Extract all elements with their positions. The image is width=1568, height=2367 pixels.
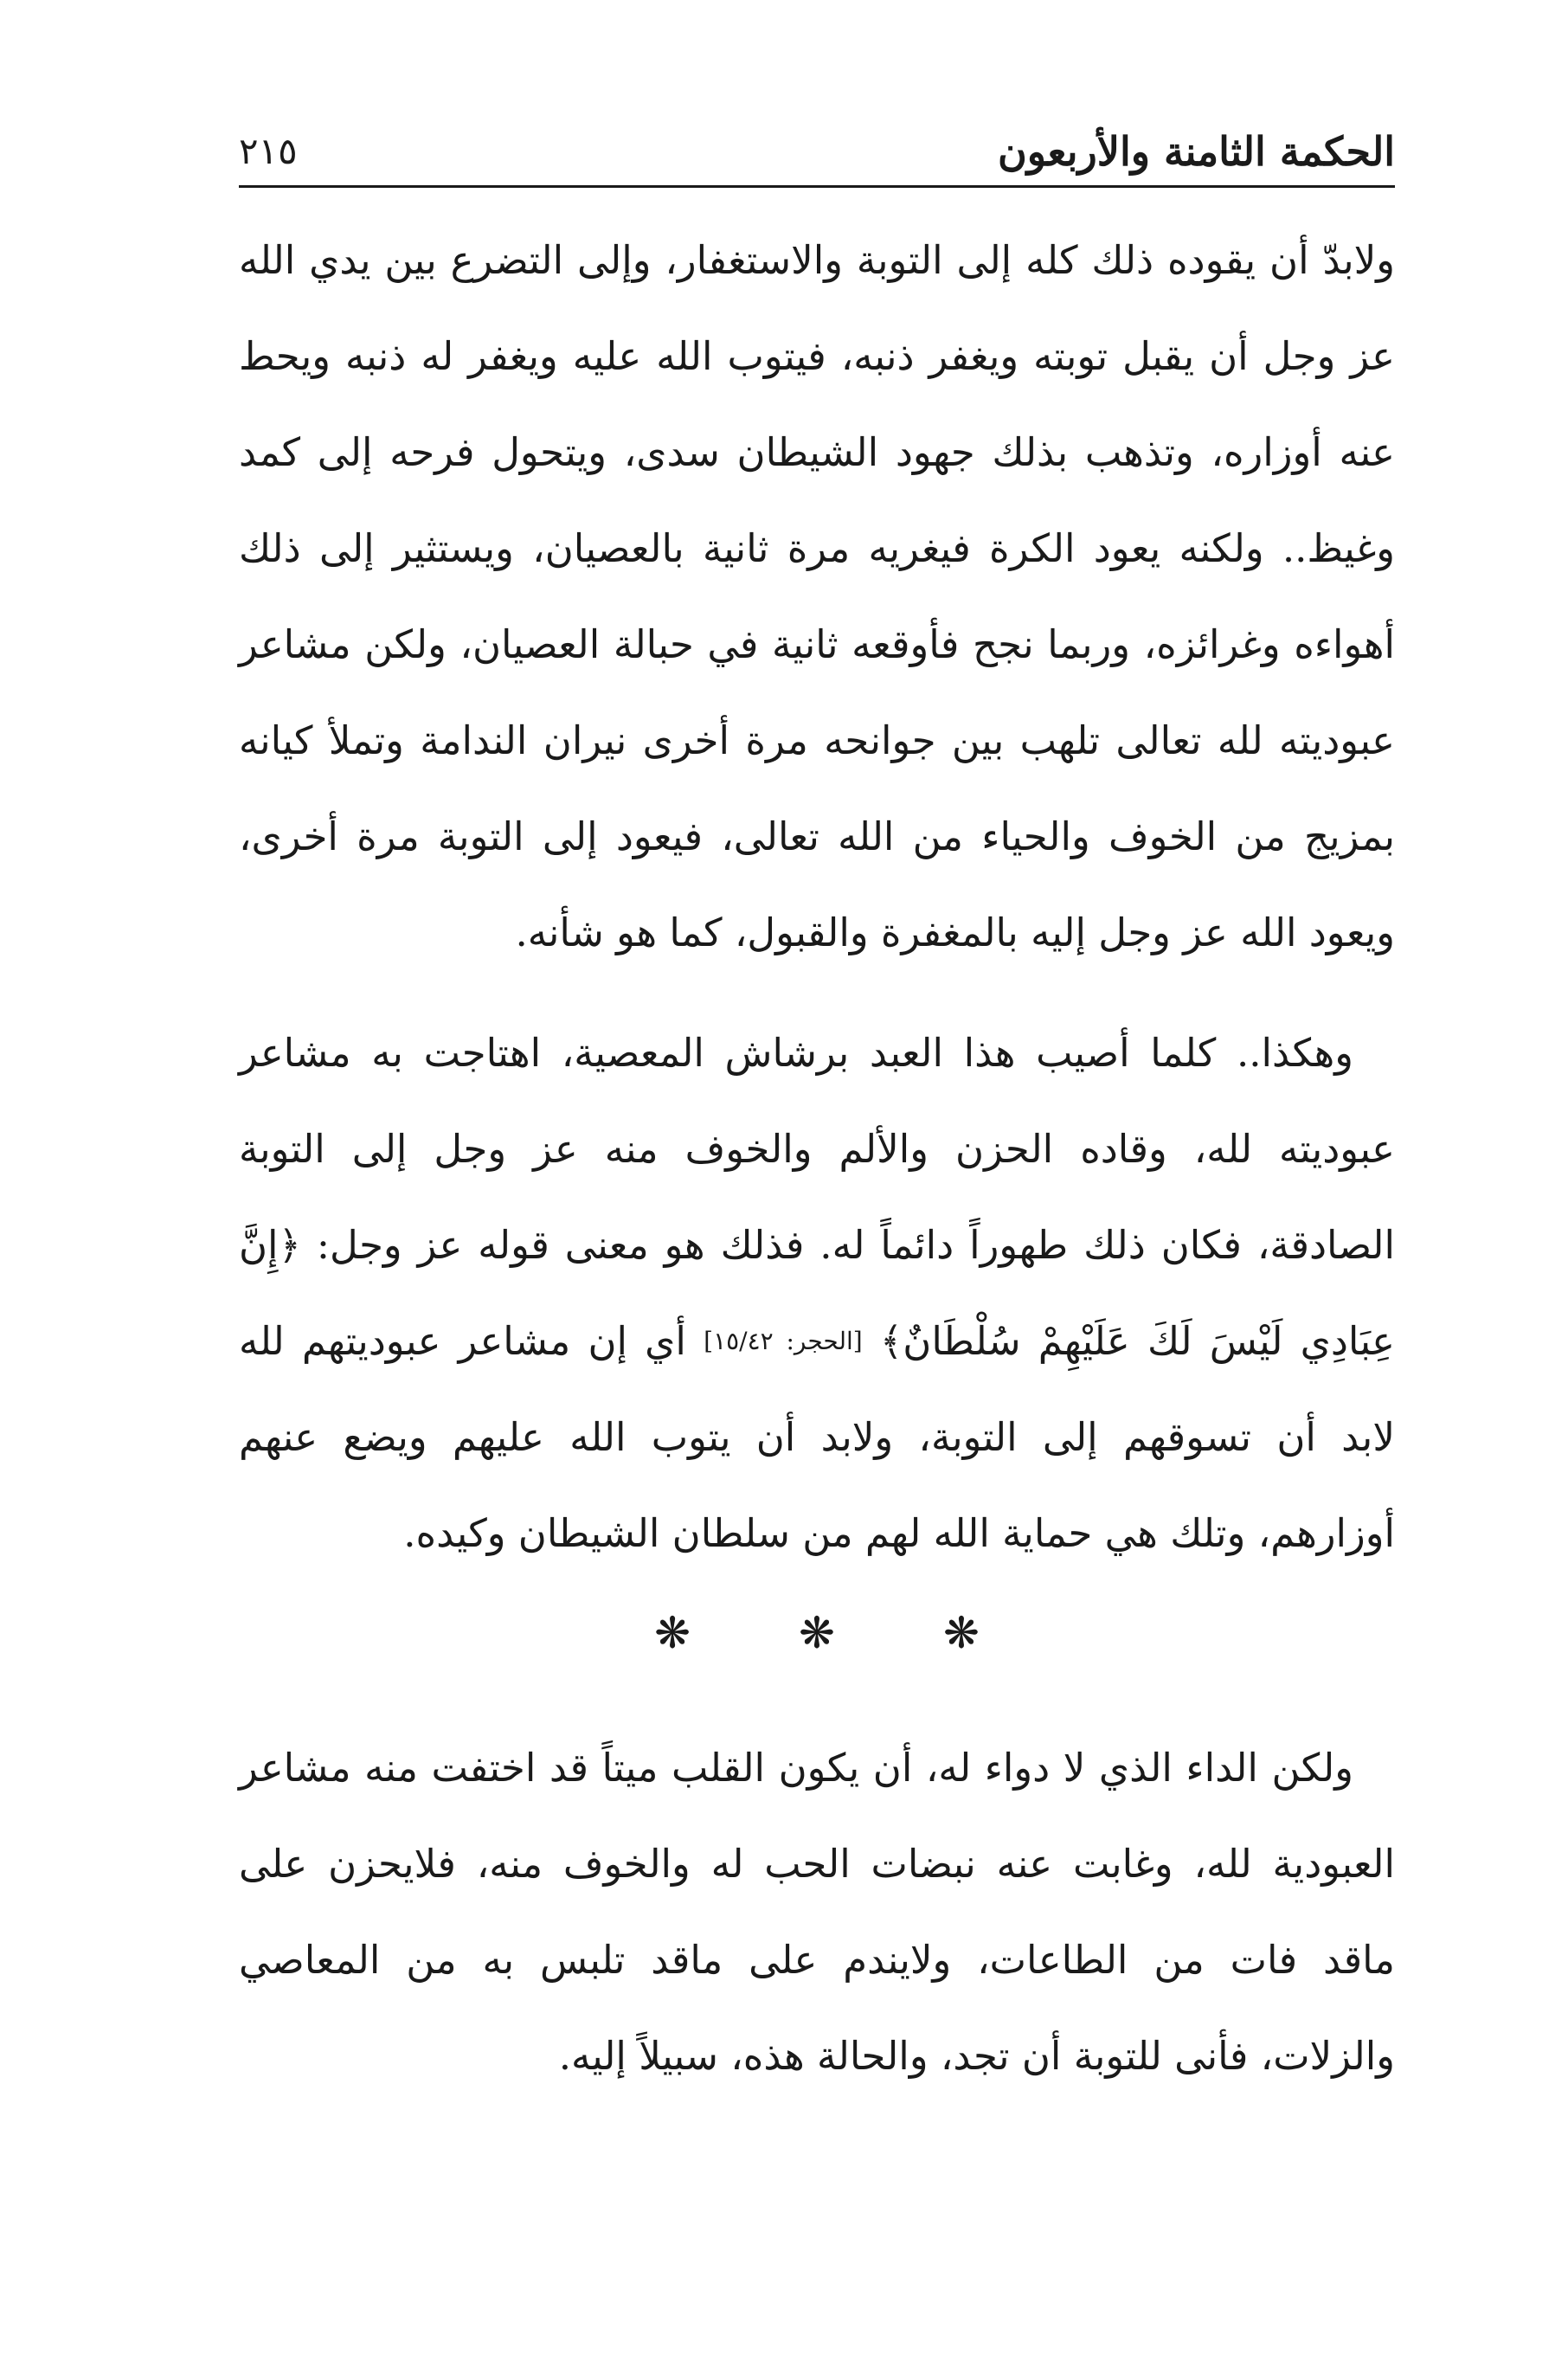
asterism-icon: ❋ (654, 1608, 691, 1658)
paragraph-3: ولكن الداء الذي لا دواء له، أن يكون القلب ميتاً قد اختفت منه مشاعر العبودية لله، وغابت عنه نبضات الحب له والخوف منه، فلايحزن على ماقد فات من الطاعات، ولايندم على ماقد تلبس به من المعاصي والزلات، فأنى للتوبة أن تجد، والحالة هذه، سبيلاً إليه. (239, 1745, 1395, 2079)
page-body (239, 212, 1395, 2104)
paragraph-2 (239, 1005, 1395, 1581)
paragraph-1: ولابدّ أن يقوده ذلك كله إلى التوبة والاستغفار، وإلى التضرع بين يدي الله عز وجل أن يقبل توبته ويغفر ذنبه، فيتوب الله عليه ويغفر له ذنبه ويحط عنه أوزاره، وتذهب بذلك جهود الشيطان سدى، ويتحول فرحه إلى كمد وغيظ.. ولكنه يعود الكرة فيغريه مرة ثانية بالعصيان، ويستثير إلى ذلك أهواءه وغرائزه، وربما نجح فأوقعه ثانية في حبالة العصيان، ولكن مشاعر عبوديته لله تعالى تلهب بين جوانحه مرة أخرى نيران الندامة وتملأ كيانه بمزيج من الخوف والحياء من الله تعالى، فيعود إلى التوبة مرة أخرى، ويعود الله عز وجل إليه بالمغفرة والقبول، كما هو شأنه. (239, 237, 1395, 955)
header-rule (239, 185, 1395, 188)
chapter-title: الحكمة الثامنة والأربعون (997, 128, 1395, 175)
quran-verse: ﴿إِنَّ عِبَادِي لَيْسَ لَكَ عَلَيْهِمْ سُلْطَانٌ﴾ (239, 1222, 1396, 1364)
verse-citation: [الحجر: ١٥/٤٢] (704, 1327, 863, 1355)
asterism-icon: ❋ (799, 1608, 835, 1658)
paragraph-2-text: وهكذا.. كلما أصيب هذا العبد برشاش المعصية، اهتاجت به مشاعر عبوديته لله، وقاده الحزن والألم والخوف منه عز وجل إلى التوبة الصادقة، فكان ذلك طهوراً دائماً له. فذلك هو معنى قوله عز وجل: (239, 1030, 1395, 1268)
section-separator (239, 1590, 1395, 1676)
paragraph-2-continuation: أي إن مشاعر عبوديتهم لله لابد أن تسوقهم إلى التوبة، ولابد أن يتوب الله عليهم ويضع عنهم أوزارهم، وتلك هي حماية الله لهم من سلطان الشيطان وكيده. (239, 1318, 1395, 1556)
page-number: ٢١٥ (239, 130, 298, 172)
running-head (239, 121, 1395, 190)
asterism-icon: ❋ (942, 1608, 980, 1658)
paragraph-gap (239, 981, 1395, 1005)
